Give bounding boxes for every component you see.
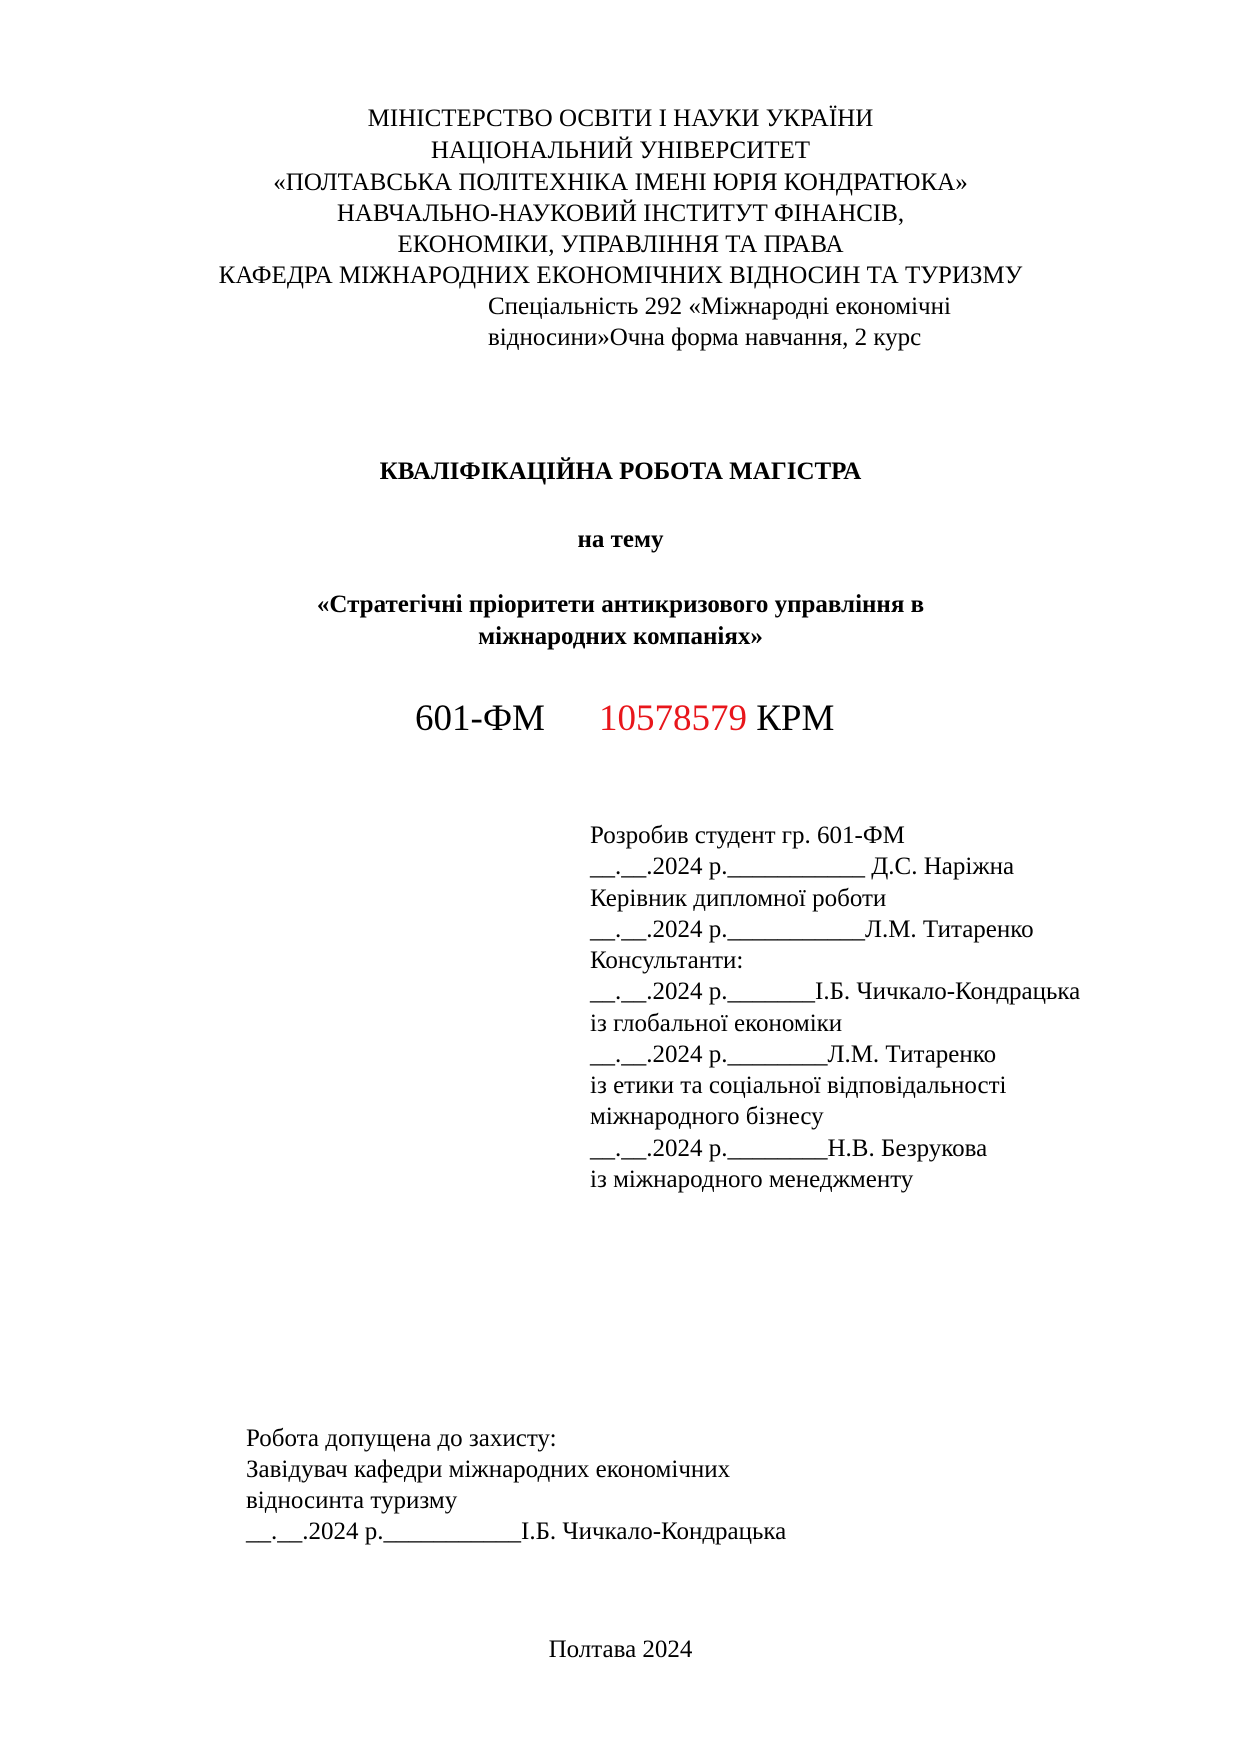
university-line: НАЦІОНАЛЬНИЙ УНІВЕРСИТЕТ: [430, 137, 811, 164]
supervisor-signature-line: __.__.2024 р.___________Л.М. Титаренко: [590, 916, 1034, 943]
university-name-line: «ПОЛТАВСЬКА ПОЛІТЕХНІКА ІМЕНІ ЮРІЯ КОНДРАТЮКА»: [273, 169, 968, 196]
consultant-3-signature-line: __.__.2024 р.________Н.В. Безрукова: [590, 1135, 988, 1162]
topic-line-1: «Стратегічні пріоритети антикризового управління в: [316, 591, 925, 618]
work-code: [415, 697, 834, 741]
topic-line-2: міжнародних компаніях»: [478, 623, 763, 650]
consultant-2-signature-line: __.__.2024 р.________Л.М. Титаренко: [590, 1041, 997, 1068]
work-code-number: 10578579: [598, 698, 747, 739]
student-signature-line: __.__.2024 р.___________ Д.С. Наріжна: [590, 853, 1015, 880]
student-label: Розробив студент гр. 601-ФМ: [590, 822, 905, 849]
consultants-label: Консультанти:: [590, 947, 744, 974]
consultant-2-subject-2: міжнародного бізнесу: [590, 1103, 824, 1130]
work-code-suffix: КРМ: [756, 698, 835, 739]
consultant-1-signature-line: __.__.2024 р._______І.Б. Чичкало-Кондрацька: [590, 978, 1081, 1005]
consultant-2-subject-1: із етики та соціальної відповідальності: [590, 1072, 1007, 1099]
ministry-line: МІНІСТЕРСТВО ОСВІТИ І НАУКИ УКРАЇНИ: [367, 105, 874, 132]
institute-line-1: НАВЧАЛЬНО-НАУКОВИЙ ІНСТИТУТ ФІНАНСІВ,: [336, 200, 905, 227]
head-of-department-signature-line: __.__.2024 р.___________І.Б. Чичкало-Кондрацька: [246, 1518, 787, 1545]
specialty-line-2: відносини»Очна форма навчання, 2 курс: [488, 324, 922, 351]
consultant-3-subject: із міжнародного менеджменту: [590, 1166, 914, 1193]
work-code-group: 601-ФМ: [415, 698, 545, 739]
head-of-department-line-1: Завідувач кафедри міжнародних економічних: [246, 1456, 731, 1483]
department-line: КАФЕДРА МІЖНАРОДНИХ ЕКОНОМІЧНИХ ВІДНОСИН ТА ТУРИЗМУ: [218, 262, 1023, 289]
city-year: Полтава 2024: [548, 1636, 693, 1663]
head-of-department-line-2: відносинта туризму: [246, 1487, 458, 1514]
admission-label: Робота допущена до захисту:: [246, 1425, 557, 1452]
on-topic-label: на тему: [577, 526, 664, 553]
specialty-line-1: Спеціальність 292 «Міжнародні економічні: [488, 293, 951, 320]
consultant-1-subject: із глобальної економіки: [590, 1010, 843, 1037]
institute-line-2: ЕКОНОМІКИ, УПРАВЛІННЯ ТА ПРАВА: [397, 231, 844, 258]
work-type-title: КВАЛІФІКАЦІЙНА РОБОТА МАГІСТРА: [379, 458, 862, 485]
supervisor-label: Керівник дипломної роботи: [590, 885, 887, 912]
